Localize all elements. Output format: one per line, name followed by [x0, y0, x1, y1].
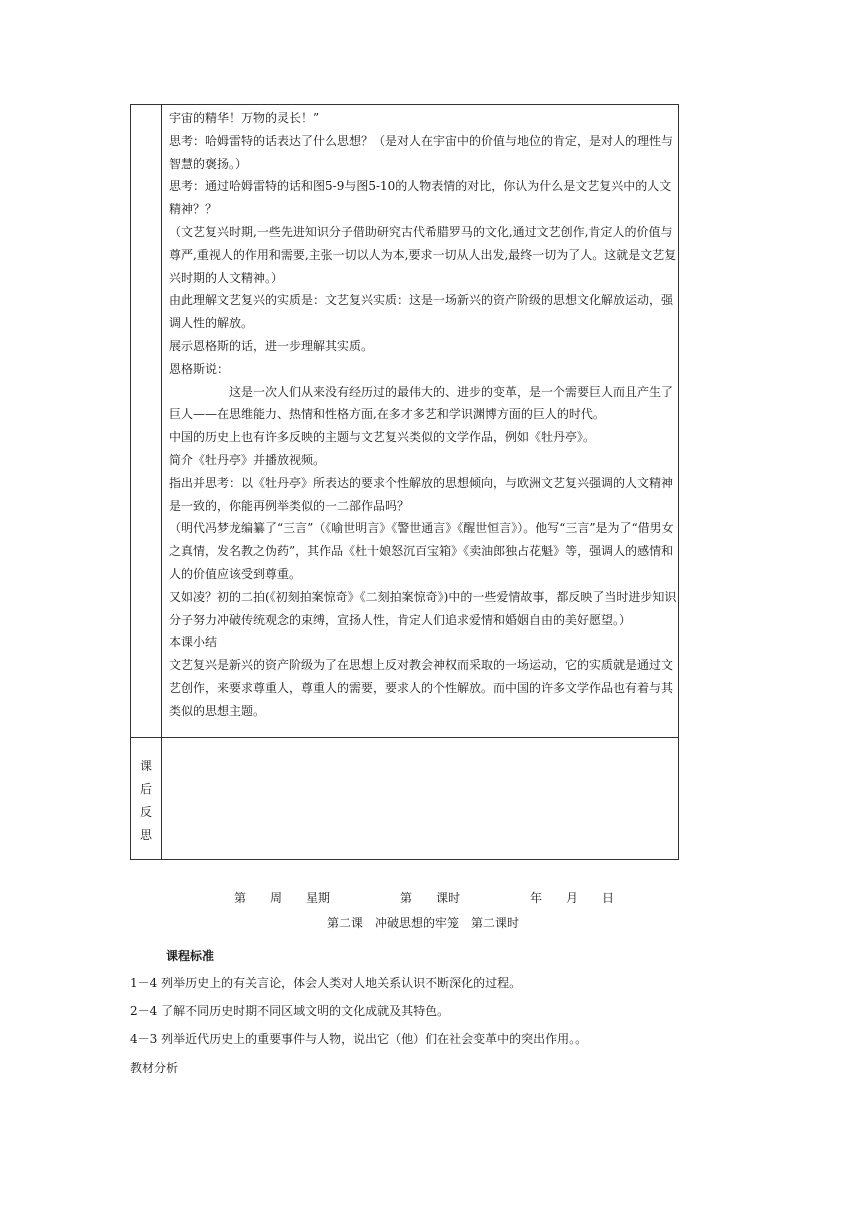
summary-heading: 本课小结: [169, 635, 218, 650]
reflection-char: 后: [139, 782, 152, 796]
paragraph: 简介《牡丹亭》并播放视频。: [169, 452, 326, 467]
summary-paragraph: 文艺复兴是新兴的资产阶级为了在思想上反对教会神权而采取的一场运动，它的实质就是通过文艺创作，来要求尊重人，尊重人的需要，要求人的个性解放。而中国的许多文学作品也有着与其类似的思想主题。: [169, 658, 674, 718]
paragraph: （明代冯梦龙编纂了“三言”（《喻世明言》《警世通言》《醒世恒言》）。他写“三言”是为了“借男女之真情，发名教之伪药”，其作品《杜十娘怒沉百宝箱》《卖油郎独占花魁》等，强调人的感情和人的价值应该受到尊重。: [169, 521, 674, 581]
lesson-title: 第二课 冲破思想的牢笼 第二课时: [327, 916, 520, 930]
reflection-char: 反: [139, 805, 152, 819]
column-divider: [161, 105, 162, 859]
standard-item: 4－3 列举近代历史上的重要事件与人物，说出它（他）们在社会变革中的突出作用。。: [130, 1032, 588, 1046]
paragraph: 中国的历史上也有许多反映的主题与文艺复兴类似的文学作品，例如《牡丹亭》。: [169, 430, 596, 445]
paragraph: 恩格斯说：: [169, 361, 230, 376]
paragraph: 展示恩格斯的话，进一步理解其实质。: [169, 338, 374, 353]
paragraph: 由此理解文艺复兴的实质是：文艺复兴实质：这是一场新兴的资产阶级的思想文化解放运动，强调人性的解放。: [169, 293, 674, 331]
paragraph: 思考：通过哈姆雷特的话和图5-9与图5-10的人物表情的对比，你认为什么是文艺复兴中的人文精神？？: [169, 179, 672, 217]
date-label: 年 月 日: [530, 891, 615, 905]
lesson-table: [130, 104, 679, 860]
row-divider: [131, 737, 678, 738]
period-label: 第 课时: [400, 891, 461, 905]
reflection-char: 思: [139, 828, 152, 842]
standard-item: 1－4 列举历史上的有关言论，体会人类对人地关系认识不断深化的过程。: [130, 976, 522, 990]
paragraph: （文艺复兴时期,一些先进知识分子借助研究古代希腊罗马的文化,通过文艺创作,肯定人的价值与尊严,重视人的作用和需要,主张一切以人为本,要求一切从人出发,最终一切为了人。这就是文艺复兴时期的人文精神。）: [169, 224, 677, 285]
week-label: 第 周 星期: [234, 891, 331, 905]
standards-heading: 课程标准: [166, 949, 215, 963]
standard-item: 2－4 了解不同历史时期不同区域文明的文化成就及其特色。: [130, 1004, 450, 1018]
engels-quote: 这是一次人们从来没有经历过的最伟大的、进步的变革，是一个需要巨人而且产生了巨人——在思维能力、热情和性格方面,在多才多艺和学识渊博方面的巨人的时代。: [169, 384, 674, 422]
paragraph: 指出并思考：以《牡丹亭》所表达的要求个性解放的思想倾向，与欧洲文艺复兴强调的人文精神是一致的，你能再例举类似的一二部作品吗？: [169, 475, 674, 513]
paragraph: 宇宙的精华！万物的灵长！”: [169, 111, 320, 125]
reflection-label: [131, 755, 161, 847]
schedule-line: [234, 889, 614, 906]
analysis-heading: 教材分析: [130, 1061, 179, 1075]
lesson-content: [169, 107, 677, 723]
reflection-char: 课: [139, 759, 152, 773]
paragraph: 又如凌？初的二拍(《初刻拍案惊奇》《二刻拍案惊奇》)中的一些爱情故事，都反映了当时进步知识分子努力冲破传统观念的束缚，宣扬人性，肯定人们追求爱情和婚姻自由的美好愿望。）: [169, 589, 677, 627]
paragraph: 思考：哈姆雷特的话表达了什么思想？（是对人在宇宙中的价值与地位的肯定，是对人的理性与智慧的褒扬。）: [169, 133, 674, 171]
